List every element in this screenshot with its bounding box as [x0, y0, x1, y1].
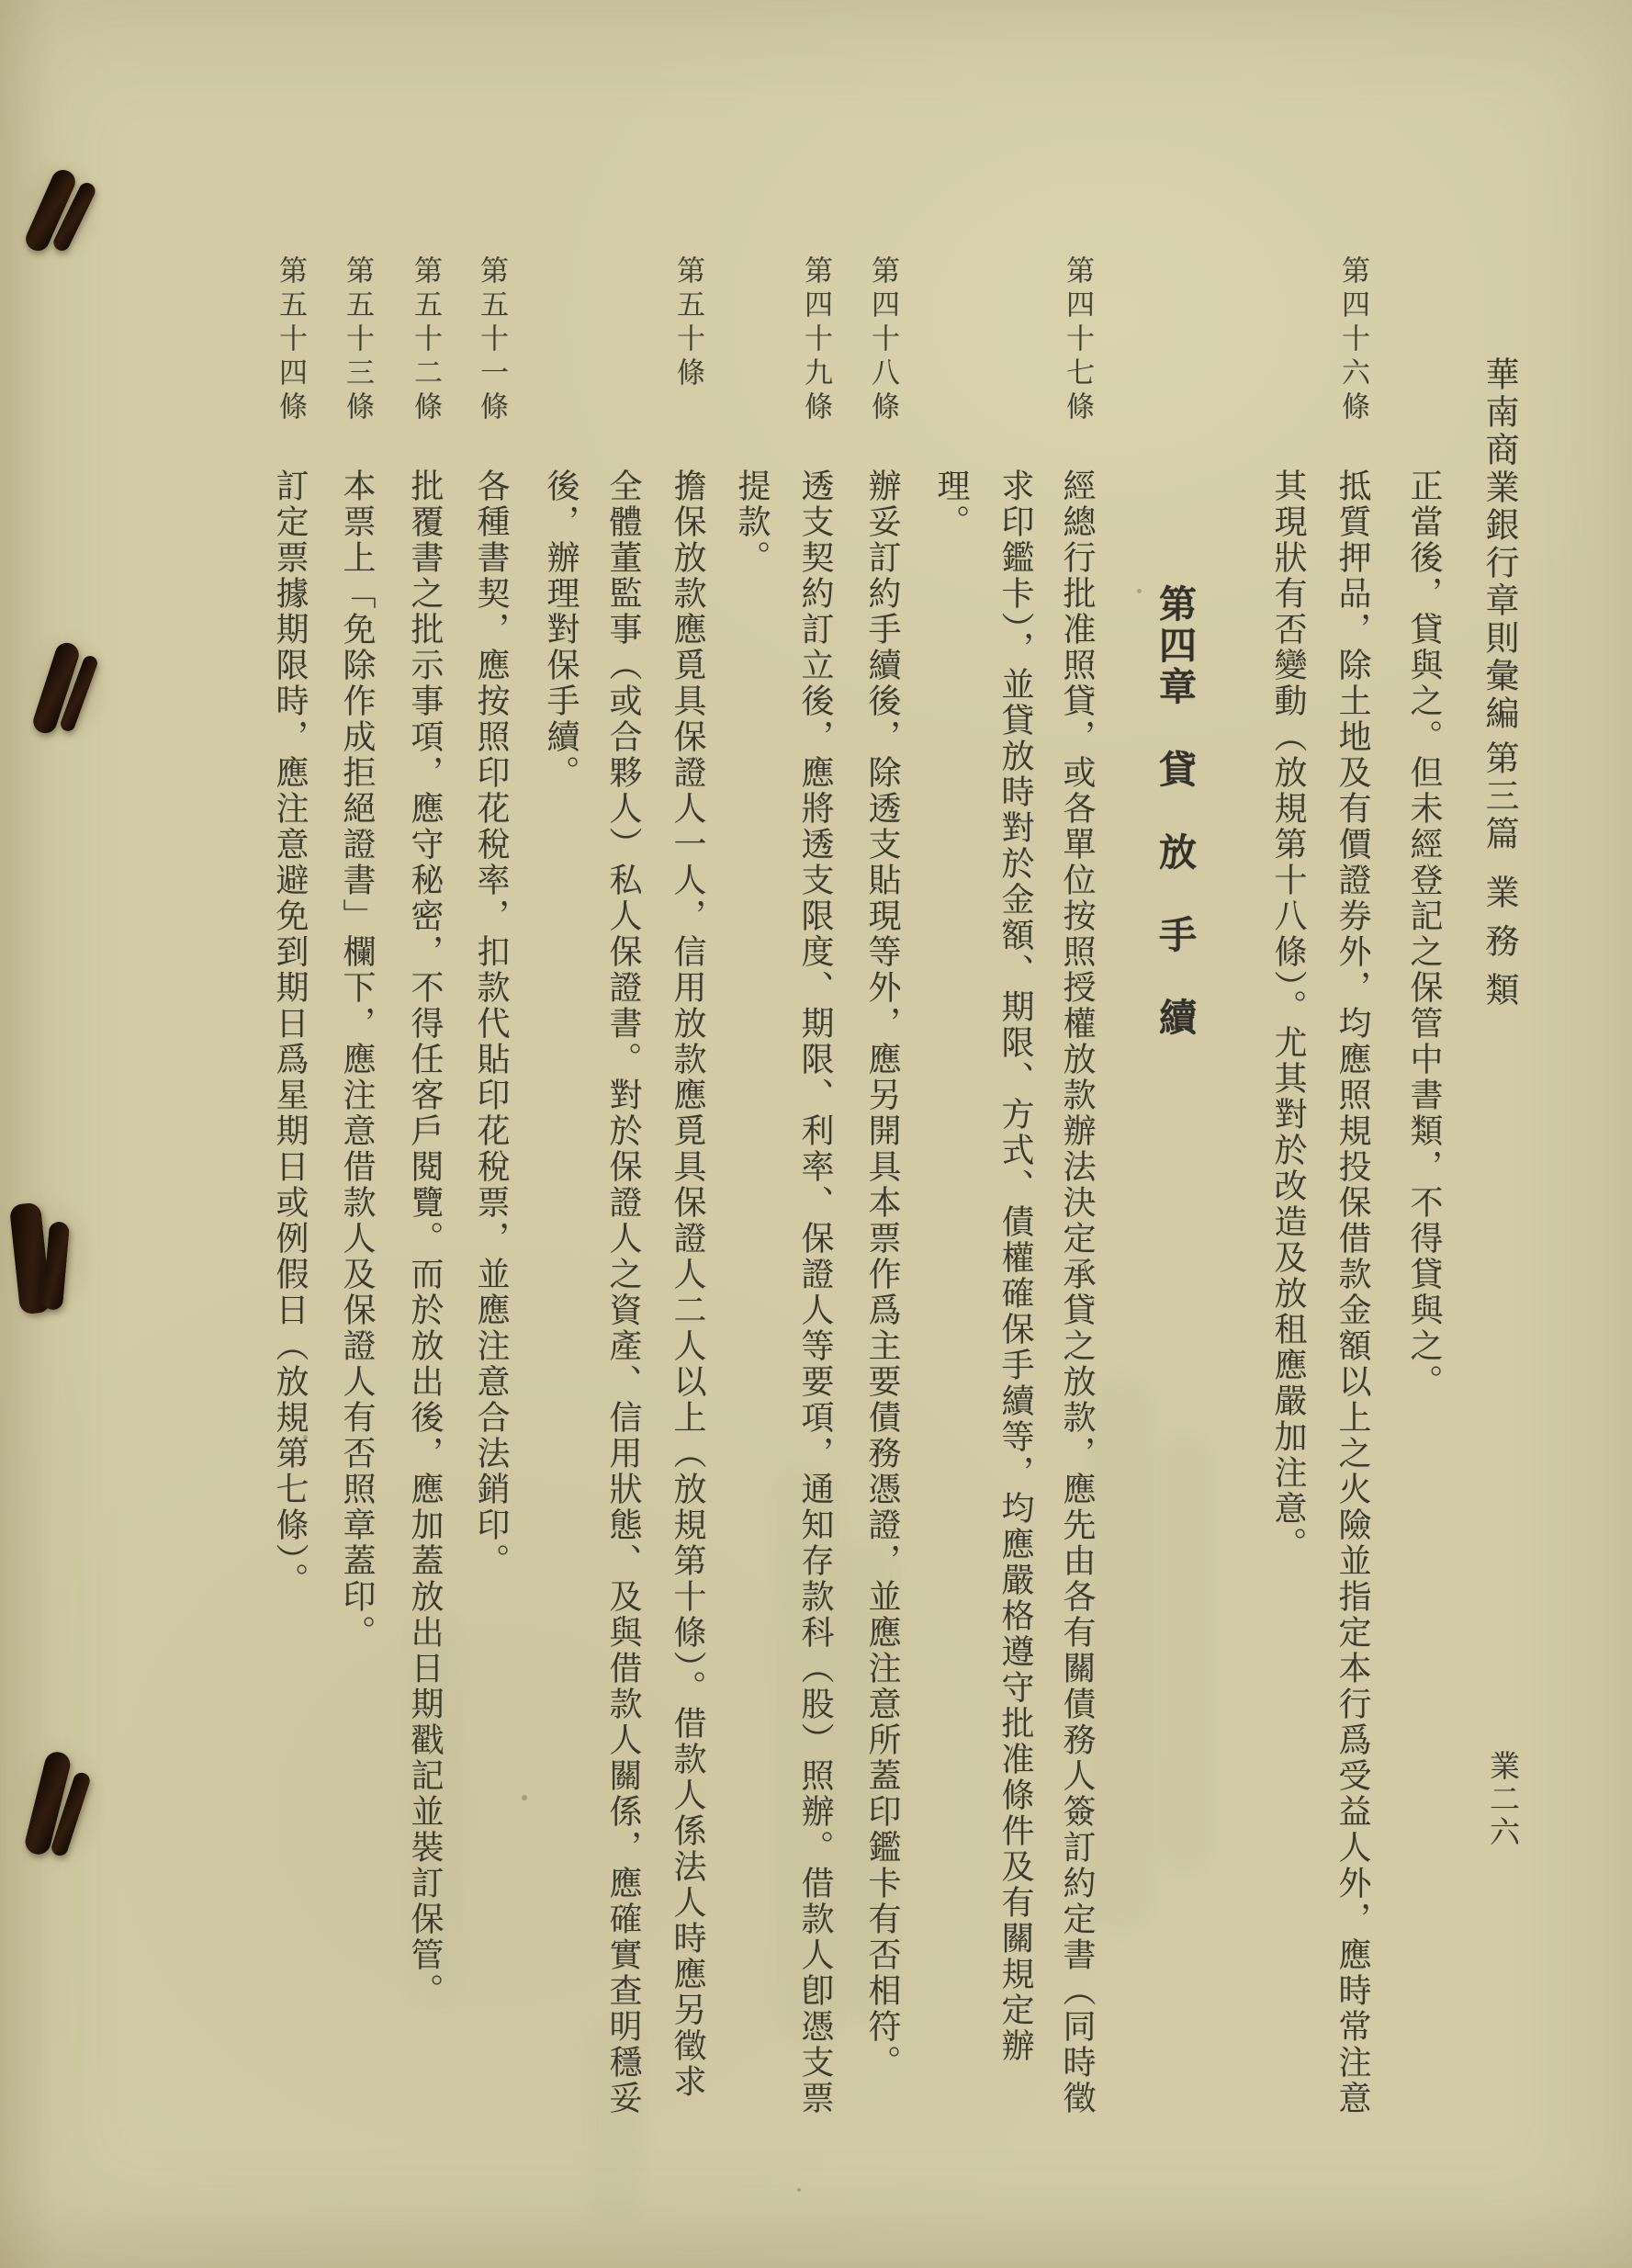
article-45-continuation-text: 正當後，貸與之。但未經登記之保管中書類，不得貸與之。: [1406, 468, 1443, 1400]
article-body: 理。: [933, 468, 970, 540]
book-category: 業務類: [1480, 874, 1517, 1021]
article-number: 第四十九條: [800, 255, 832, 425]
article-number: 第四十七條: [1062, 255, 1094, 425]
article-body: 辦妥訂約手續後，除透支貼現等外，應另開具本票作爲主要債務憑證，並應注意所蓋印鑑卡有否相符。: [864, 468, 901, 2081]
article-number: 第五十條: [672, 255, 704, 391]
paper-speck: [303, 1435, 308, 1439]
showthrough-mark: [1159, 1433, 1212, 1874]
article-number: 第五十三條: [342, 255, 374, 425]
paper-speck: [522, 1795, 527, 1800]
article-body: 批覆書之批示事項，應守秘密，不得任客戶閱覽。而於放出後，應加蓋放出日期戳記並裝訂保管。: [407, 468, 444, 2009]
book-part: 第三篇: [1480, 740, 1517, 853]
article-body: 後，辦理對保手續。: [543, 468, 580, 791]
article-number: 第五十二條: [410, 255, 442, 425]
paper-speck: [1352, 1139, 1356, 1143]
article-body: 經總行批准照貸，或各單位按照授權放款辦法決定承貸之放款，應先由各有關債務人簽訂約定書（同時徵: [1059, 468, 1096, 2116]
article-body: 全體董監事（或合夥人）私人保證書。對於保證人之資產、信用狀態、及與借款人關係，應確實查明穩妥: [605, 468, 642, 2116]
article-body: 各種書契，應按照印花稅率，扣款代貼印花稅票，並應注意合法銷印。: [473, 468, 510, 1579]
article-body: 訂定票據期限時，應注意避免到期日爲星期日或例假日（放規第七條）。: [272, 468, 309, 1598]
article-number: 第四十八條: [867, 255, 899, 425]
article-number: 第四十六條: [1337, 255, 1369, 425]
article-body: 抵質押品，除土地及有價證券外，均應照規投保借款金額以上之火險並指定本行爲受益人外，應時常注意: [1334, 468, 1371, 2116]
article-number: 第五十一條: [476, 255, 508, 425]
article-body: 求印鑑卡），並貸放時對於金額、期限、方式、債權確保手續等，均應嚴格遵守批准條件及有關規定辦: [997, 468, 1034, 2064]
article-body: 本票上「免除作成拒絕證書」欄下，應注意借款人及保證人有否照章蓋印。: [339, 468, 376, 1651]
paper-speck: [1137, 589, 1142, 593]
article-body: 擔保放款應覓具保證人一人，信用放款應覓具保證人二人以上（放規第十條）。借款人係法人時應另徵求: [670, 468, 706, 2100]
page-number: 業二六: [1485, 1750, 1518, 1849]
article-body: 其現狀有否變動（放規第十八條）。尤其對於改造及放租應嚴加注意。: [1270, 468, 1307, 1563]
book-title: 華南商業銀行章則彙編: [1480, 356, 1517, 733]
article-body: 透支契約訂立後，應將透支限度、期限、利率、保證人等要項，通知存款科（股）照辦。借款人卽憑支票: [797, 468, 834, 2116]
article-body: 提款。: [734, 468, 771, 576]
paper-speck: [797, 2188, 801, 2192]
article-number: 第五十四條: [275, 255, 307, 425]
chapter-heading: 第四章 貸 放 手 續: [1154, 584, 1196, 1039]
